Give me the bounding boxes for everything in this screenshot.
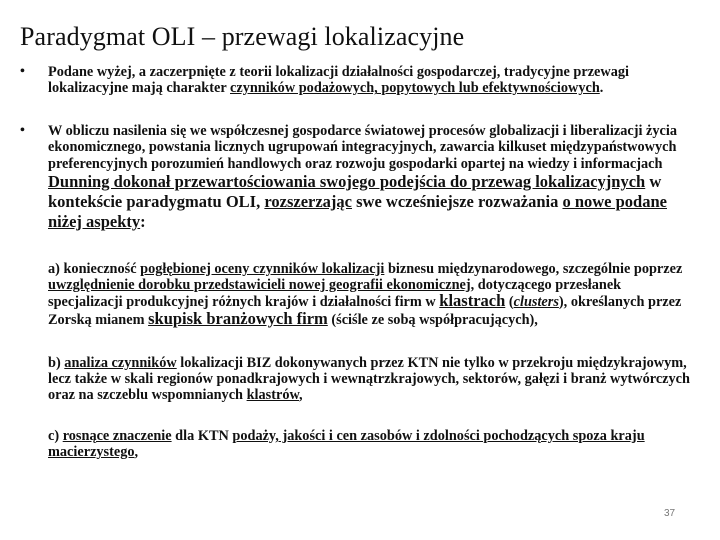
underlined-phrase: skupisk branżowych firm bbox=[148, 308, 328, 328]
underlined-phrase: rozszerzając bbox=[264, 192, 352, 212]
underlined-phrase: podaży, jakości i cen zasobów i zdolności pochodzących spoza kraju macierzystego bbox=[48, 428, 645, 461]
sub-point-text: lokalizacji BIZ dokonywanych przez KTN nie tylko w przekroju międzykrajowym, lecz także w skali regionów ponadkrajowych i wewnątrzkrajowych, sektorów, gałęzi i branż wytwórczych oraz na szczeblu wspomnianych bbox=[48, 355, 690, 404]
sub-point-text: biznesu międzynarodowego, szczególnie poprzez bbox=[384, 261, 683, 277]
sub-point-b bbox=[48, 355, 698, 404]
sub-point-c bbox=[48, 428, 698, 460]
underlined-phrase: klastrów bbox=[246, 387, 300, 404]
bullet-dot-icon: • bbox=[20, 64, 25, 79]
underlined-phrase: clusters bbox=[513, 294, 559, 311]
underlined-phrase: klastrach bbox=[439, 291, 506, 311]
bullet-text-part: w kontekście paradygmatu OLI, bbox=[48, 172, 662, 212]
bullet-item bbox=[20, 64, 688, 97]
bullet-text-part: swe wcześniejsze rozważania bbox=[352, 192, 563, 212]
underlined-phrase: analiza czynników bbox=[64, 355, 177, 371]
underlined-phrase: pogłębionej oceny czynników lokalizacji bbox=[140, 261, 385, 277]
sub-point-text: , bbox=[134, 444, 139, 461]
underlined-phrase: o nowe podane niżej aspekty bbox=[48, 192, 667, 232]
sub-point-text: b) bbox=[48, 355, 65, 371]
bullet-text-part: : bbox=[140, 212, 146, 232]
sub-point-a bbox=[48, 261, 698, 328]
bullet-text bbox=[48, 64, 688, 97]
bullet-item bbox=[20, 123, 688, 232]
sub-point-text: (ściśle ze sobą współpracujących), bbox=[327, 311, 538, 328]
underlined-phrase-large: Dunning dokonał przewartościowania swojego podejścia do przewag lokalizacyjnych bbox=[48, 172, 646, 192]
sub-point-text: dla KTN bbox=[171, 428, 233, 444]
bullet-text-part: . bbox=[599, 80, 604, 97]
slide-title: Paradygmat OLI – przewagi lokalizacyjne bbox=[20, 22, 465, 51]
underlined-phrase: uwzględnienie dorobku przedstawicieli nowej geografii ekonomicznej bbox=[48, 277, 471, 294]
bullet-text-part: W obliczu nasilenia się we współczesnej gospodarce światowej procesów globalizacji i liberalizacji życia ekonomicznego, powstania licznych ugrupowań integracyjnych, zawarcia kilkuset międzypaństwowych preferencyjnych porozumień handlowych oraz rozwoju gospodarki opartej na wiedzy i informacjach bbox=[48, 123, 677, 172]
sub-point-text: a) konieczność bbox=[48, 261, 141, 277]
sub-point-text: ( bbox=[505, 294, 514, 311]
sub-point-text: c) bbox=[48, 428, 63, 444]
sub-point-text: , dotyczącego przesłanek specjalizacji produkcyjnej różnych krajów i działalności firm w bbox=[48, 277, 622, 311]
bullet-dot-icon: • bbox=[20, 123, 25, 138]
sub-point-text: ), określanych przez Zorską mianem bbox=[48, 294, 682, 328]
underlined-phrase: rosnące znaczenie bbox=[62, 428, 172, 444]
bullet-text-part: Podane wyżej, a zaczerpnięte z teorii lokalizacji działalności gospodarczej, tradycyjne przewagi lokalizacyjne mają charakter bbox=[48, 64, 629, 97]
underlined-phrase: czynników podażowych, popytowych lub efektywnościowych bbox=[230, 80, 600, 97]
page-number: 37 bbox=[664, 508, 676, 519]
sub-point-text: , bbox=[299, 387, 303, 404]
bullet-text bbox=[48, 123, 688, 232]
